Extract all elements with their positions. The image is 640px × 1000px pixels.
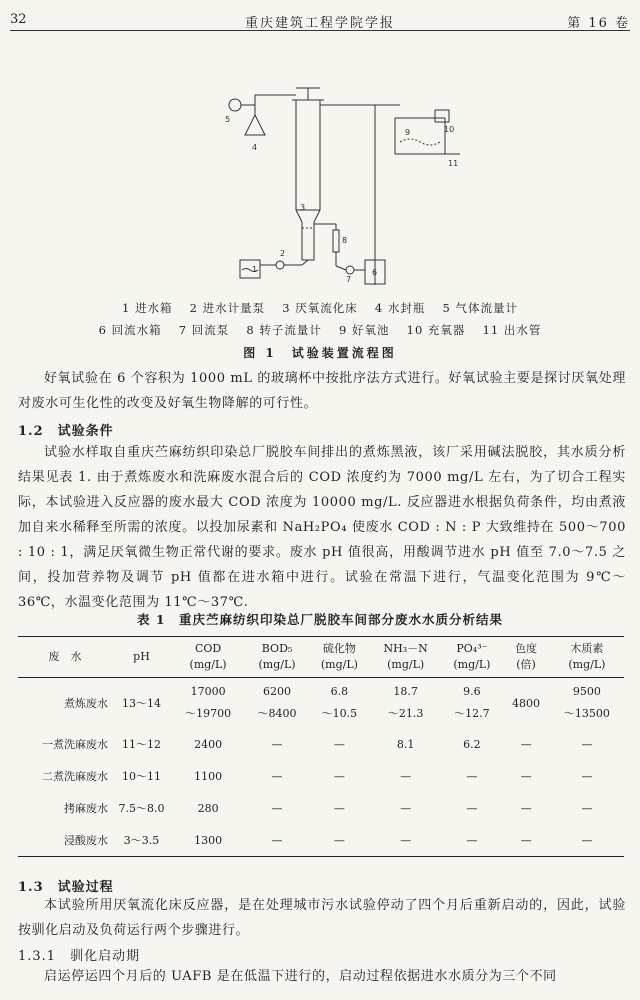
oxygenator xyxy=(435,110,449,122)
reactor-column-upper xyxy=(296,100,320,210)
journal-title: 重庆建筑工程学院学报 xyxy=(244,16,395,31)
col-header-cod: COD (mg/L) xyxy=(171,637,245,678)
page-header xyxy=(10,8,630,30)
subsection-heading-1-3-1: 1.3.1 驯化启动期 xyxy=(18,949,141,964)
paragraph-test-conditions: 试验水样取自重庆苎麻纺织印染总厂脱胶车间排出的煮炼黑液，该厂采用碱法脱胶，其水质分析结果见表 1. 由于煮炼废水和洗麻废水混合后的 COD 浓度约为 7000 mg/L 左右，为了切合工程实际，本试验进入反应器的废水最大 COD 浓度为 10000 mg/L. 反应器进水根据负荷条件，均由煮液加自来水稀释至所需的浓度。以投加尿素和 NaH₂PO₄ 使废水 COD : N : P 大致维持在 500～700 : 10 : 1，满足厌氧微生物正常代谢的要求。废水 pH 值很高，用酸调节进水 pH 值至 7.0～7.5 之间，投加营养物及调节 pH 值都在进水箱中进行。试验在常温下进行，气温变化范围为 9℃～36℃，水温变化范围为 11℃～37℃. xyxy=(18,445,626,610)
figure-legend-row-2: 6 回流水箱 7 回流泵 8 转子流量计 9 好氧池 10 充氧器 11 出水管 xyxy=(98,323,542,337)
figure-number-label: 4 xyxy=(252,143,258,152)
col-header-nh3n: NH₃－N (mg/L) xyxy=(370,637,442,678)
metering-pump-symbol xyxy=(229,99,241,111)
cell-po4: 9.6 ～12.7 xyxy=(454,685,490,720)
col-header-ph: pH xyxy=(112,637,171,678)
table-header-row xyxy=(18,637,624,678)
table-row: 二煮洗麻废水 10～11 1100 — — — — — — xyxy=(42,769,593,783)
water-quality-table xyxy=(18,636,624,857)
table-row xyxy=(18,678,624,729)
figure-number-label: 1 xyxy=(252,265,258,274)
header-rule xyxy=(10,30,630,31)
figure-number-label: 10 xyxy=(444,125,455,134)
col-header-color: 色度 (倍) xyxy=(502,637,549,678)
col-header-bod5: BOD₅ (mg/L) xyxy=(245,637,309,678)
table-row: 拷麻废水 7.5～8.0 280 — — — — — — xyxy=(64,801,593,815)
figure-number-label: 6 xyxy=(372,268,378,277)
cell-nh3n: 18.7 ～21.3 xyxy=(387,685,424,720)
figure-number-label: 7 xyxy=(346,275,352,284)
reactor-column-lower xyxy=(296,210,320,260)
cell-color: 4800 xyxy=(512,696,541,710)
cell-lignin: 9500 ～13500 xyxy=(563,685,610,720)
cell-ph: 13～14 xyxy=(122,697,161,710)
aerobic-tank xyxy=(395,118,445,154)
paragraph-startup: 启运停运四个月后的 UAFB 是在低温下进行的，启动过程依据进水水质分为三个不同 xyxy=(44,969,557,984)
row-name: 煮炼废水 xyxy=(64,697,108,710)
figure-legend-row-1: 1 进水箱 2 进水计量泵 3 厌氧流化床 4 水封瓶 5 气体流量计 xyxy=(122,301,518,315)
process-flow-diagram xyxy=(200,60,470,310)
table-row: 浸酸废水 3～3.5 1300 — — — — — — xyxy=(18,824,624,857)
table-row: 一煮洗麻废水 11～12 2400 — — 8.1 6.2 — — xyxy=(42,737,593,751)
inlet-pump-symbol xyxy=(276,261,284,269)
figure-number-label: 5 xyxy=(225,115,231,124)
figure-caption: 图 1 试验装置流程图 xyxy=(243,346,397,360)
figure-number-label: 11 xyxy=(448,159,459,168)
col-header-lignin: 木质素 (mg/L) xyxy=(550,637,624,678)
cell-bod5: 6200 ～8400 xyxy=(257,685,297,720)
col-header-sulfide: 硫化物 (mg/L) xyxy=(309,637,370,678)
figure-number-label: 8 xyxy=(342,236,348,245)
volume-label: 第 16 卷 xyxy=(567,16,630,31)
page-number: 32 xyxy=(10,12,27,27)
cell-sulfide: 6.8 ～10.5 xyxy=(321,685,358,720)
table-caption: 表 1 重庆苎麻纺织印染总厂脱胶车间部分废水水质分析结果 xyxy=(136,612,504,627)
water-seal-bottle xyxy=(245,115,265,135)
col-header-po4: PO₄³⁻ (mg/L) xyxy=(441,637,502,678)
figure-number-label: 3 xyxy=(300,203,306,212)
figure-number-label: 9 xyxy=(405,128,411,137)
paragraph-aerobic-test: 好氧试验在 6 个容积为 1000 mL 的玻璃杯中按批序法方式进行。好氧试验主要是探讨厌氧处理对废水可生化性的改变及好氧生物降解的可行性。 xyxy=(18,371,626,411)
section-heading-1-3: 1.3 试验过程 xyxy=(18,880,114,895)
return-pump-symbol xyxy=(346,266,354,274)
section-heading-1-2: 1.2 试验条件 xyxy=(18,424,114,439)
cell-cod: 17000 ～19700 xyxy=(185,685,232,720)
col-header-wastewater: 废 水 xyxy=(18,637,112,678)
rotameter xyxy=(333,230,339,252)
figure-number-label: 2 xyxy=(280,249,286,258)
paragraph-test-process: 本试验所用厌氧流化床反应器，是在处理城市污水试验停动了四个月后重新启动的，因此，试验按驯化启动及负荷运行两个步骤进行。 xyxy=(18,898,626,938)
